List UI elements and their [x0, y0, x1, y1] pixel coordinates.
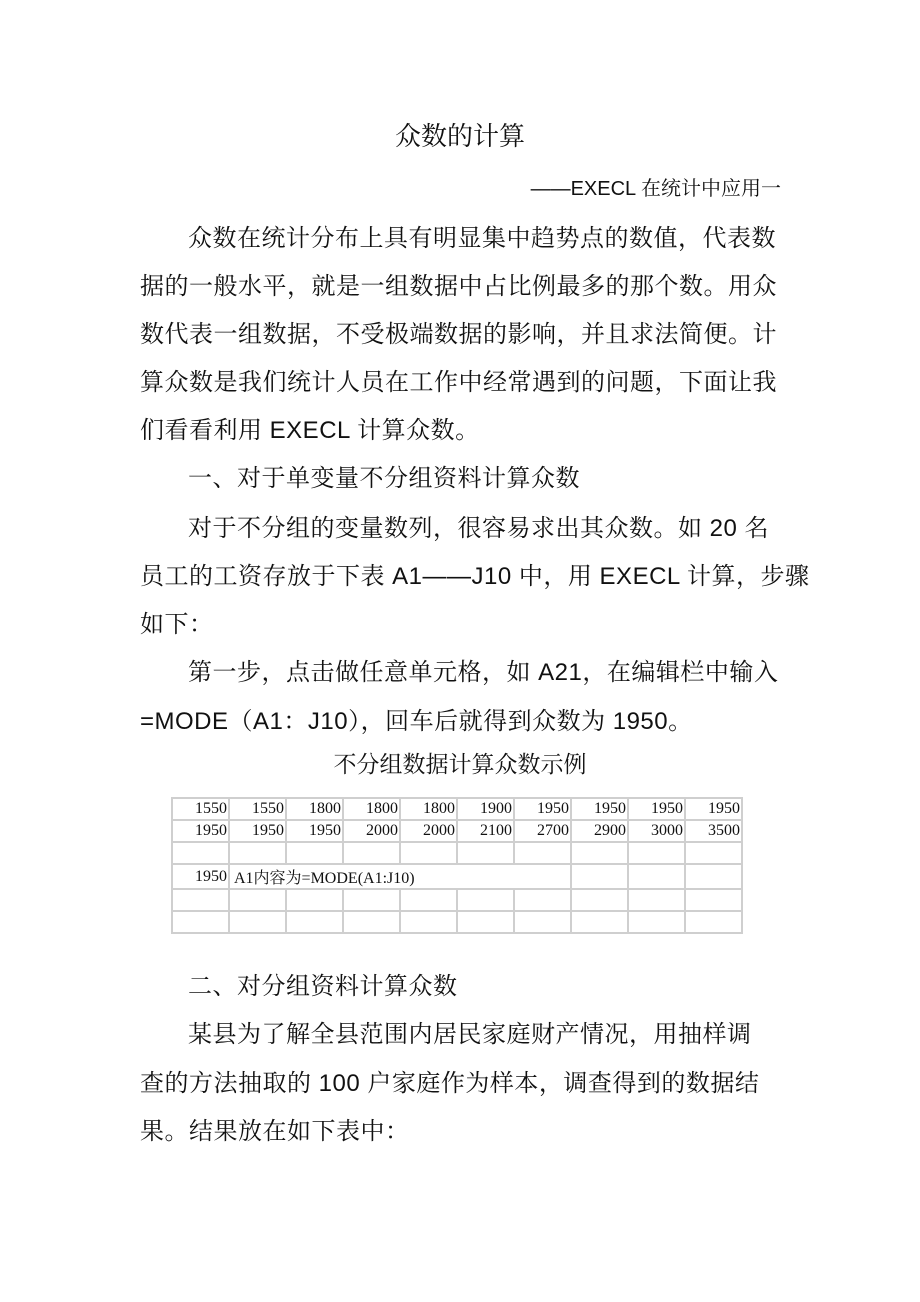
table-cell	[343, 889, 400, 911]
table-cell	[400, 889, 457, 911]
table-cell	[400, 842, 457, 864]
table-cell: 1950	[229, 820, 286, 842]
formula-note-cell: A1内容为=MODE(A1:J10)	[229, 864, 571, 889]
table-cell	[571, 864, 628, 889]
mode-result-cell: 1950	[172, 864, 229, 889]
table-cell: 2100	[457, 820, 514, 842]
table-cell	[229, 889, 286, 911]
table-cell	[628, 864, 685, 889]
table-cell: 1800	[286, 798, 343, 820]
table-cell: 2000	[400, 820, 457, 842]
table-cell	[286, 911, 343, 933]
table-cell: 1550	[229, 798, 286, 820]
table-cell	[172, 911, 229, 933]
table-cell	[685, 864, 742, 889]
table-cell	[229, 911, 286, 933]
paragraph-line: 查的方法抽取的 100 户家庭作为样本，调查得到的数据结	[140, 1070, 760, 1097]
table-cell	[457, 842, 514, 864]
paragraph-line: 某县为了解全县范围内居民家庭财产情况，用抽样调	[188, 1021, 752, 1048]
table-cell: 1800	[343, 798, 400, 820]
table-cell: 1950	[286, 820, 343, 842]
table-cell: 1950	[571, 798, 628, 820]
spreadsheet-table	[171, 797, 743, 934]
page-title: 众数的计算	[394, 122, 525, 152]
table-caption: 不分组数据计算众数示例	[333, 752, 587, 778]
table-cell	[628, 911, 685, 933]
table-row	[172, 798, 742, 820]
paragraph-line: 如下：	[140, 611, 214, 638]
table-cell: 1950	[628, 798, 685, 820]
page-subtitle: ——EXECL 在统计中应用一	[530, 178, 781, 200]
table-cell	[628, 889, 685, 911]
paragraph-line: 对于不分组的变量数列，很容易求出其众数。如 20 名	[188, 515, 770, 542]
table-cell: 1950	[172, 820, 229, 842]
table-cell	[343, 842, 400, 864]
table-cell	[457, 911, 514, 933]
paragraph-line: 员工的工资存放于下表 A1——J10 中，用 EXECL 计算，步骤	[140, 563, 810, 590]
table-cell	[571, 842, 628, 864]
table-cell: 3500	[685, 820, 742, 842]
paragraph-line: 算众数是我们统计人员在工作中经常遇到的问题，下面让我	[140, 369, 777, 396]
table-cell	[685, 842, 742, 864]
table-cell	[172, 842, 229, 864]
table-cell	[286, 842, 343, 864]
table-cell	[400, 911, 457, 933]
table-cell: 2700	[514, 820, 571, 842]
table-cell: 3000	[628, 820, 685, 842]
paragraph-line: 数代表一组数据，不受极端数据的影响，并且求法简便。计	[140, 321, 777, 348]
table-cell	[571, 911, 628, 933]
table-cell	[343, 911, 400, 933]
table-cell	[514, 842, 571, 864]
table-cell	[514, 889, 571, 911]
paragraph-line: =MODE（A1：J10），回车后就得到众数为 1950。	[140, 708, 693, 735]
table-cell: 2000	[343, 820, 400, 842]
table-row	[172, 820, 742, 842]
table-cell: 1550	[172, 798, 229, 820]
table-cell	[172, 889, 229, 911]
table-cell	[685, 889, 742, 911]
section-heading: 二、对分组资料计算众数	[188, 973, 458, 1000]
section-heading: 一、对于单变量不分组资料计算众数	[188, 465, 580, 492]
table-row	[172, 889, 742, 911]
table-row	[172, 911, 742, 933]
table-cell: 1900	[457, 798, 514, 820]
table-cell	[457, 889, 514, 911]
table-row	[172, 864, 742, 889]
table-cell	[571, 889, 628, 911]
paragraph-line: 众数在统计分布上具有明显集中趋势点的数值，代表数	[188, 225, 776, 252]
paragraph-line: 据的一般水平，就是一组数据中占比例最多的那个数。用众	[140, 273, 777, 300]
table-cell	[628, 842, 685, 864]
table-cell: 1800	[400, 798, 457, 820]
table-cell	[514, 911, 571, 933]
table-cell	[229, 842, 286, 864]
table-cell	[286, 889, 343, 911]
table-cell: 1950	[514, 798, 571, 820]
paragraph-line: 果。结果放在如下表中：	[140, 1118, 410, 1145]
paragraph-line: 们看看利用 EXECL 计算众数。	[140, 417, 480, 444]
table-cell: 1950	[685, 798, 742, 820]
paragraph-line: 第一步，点击做任意单元格，如 A21，在编辑栏中输入	[188, 659, 779, 686]
table-cell	[685, 911, 742, 933]
table-row	[172, 842, 742, 864]
table-cell: 2900	[571, 820, 628, 842]
